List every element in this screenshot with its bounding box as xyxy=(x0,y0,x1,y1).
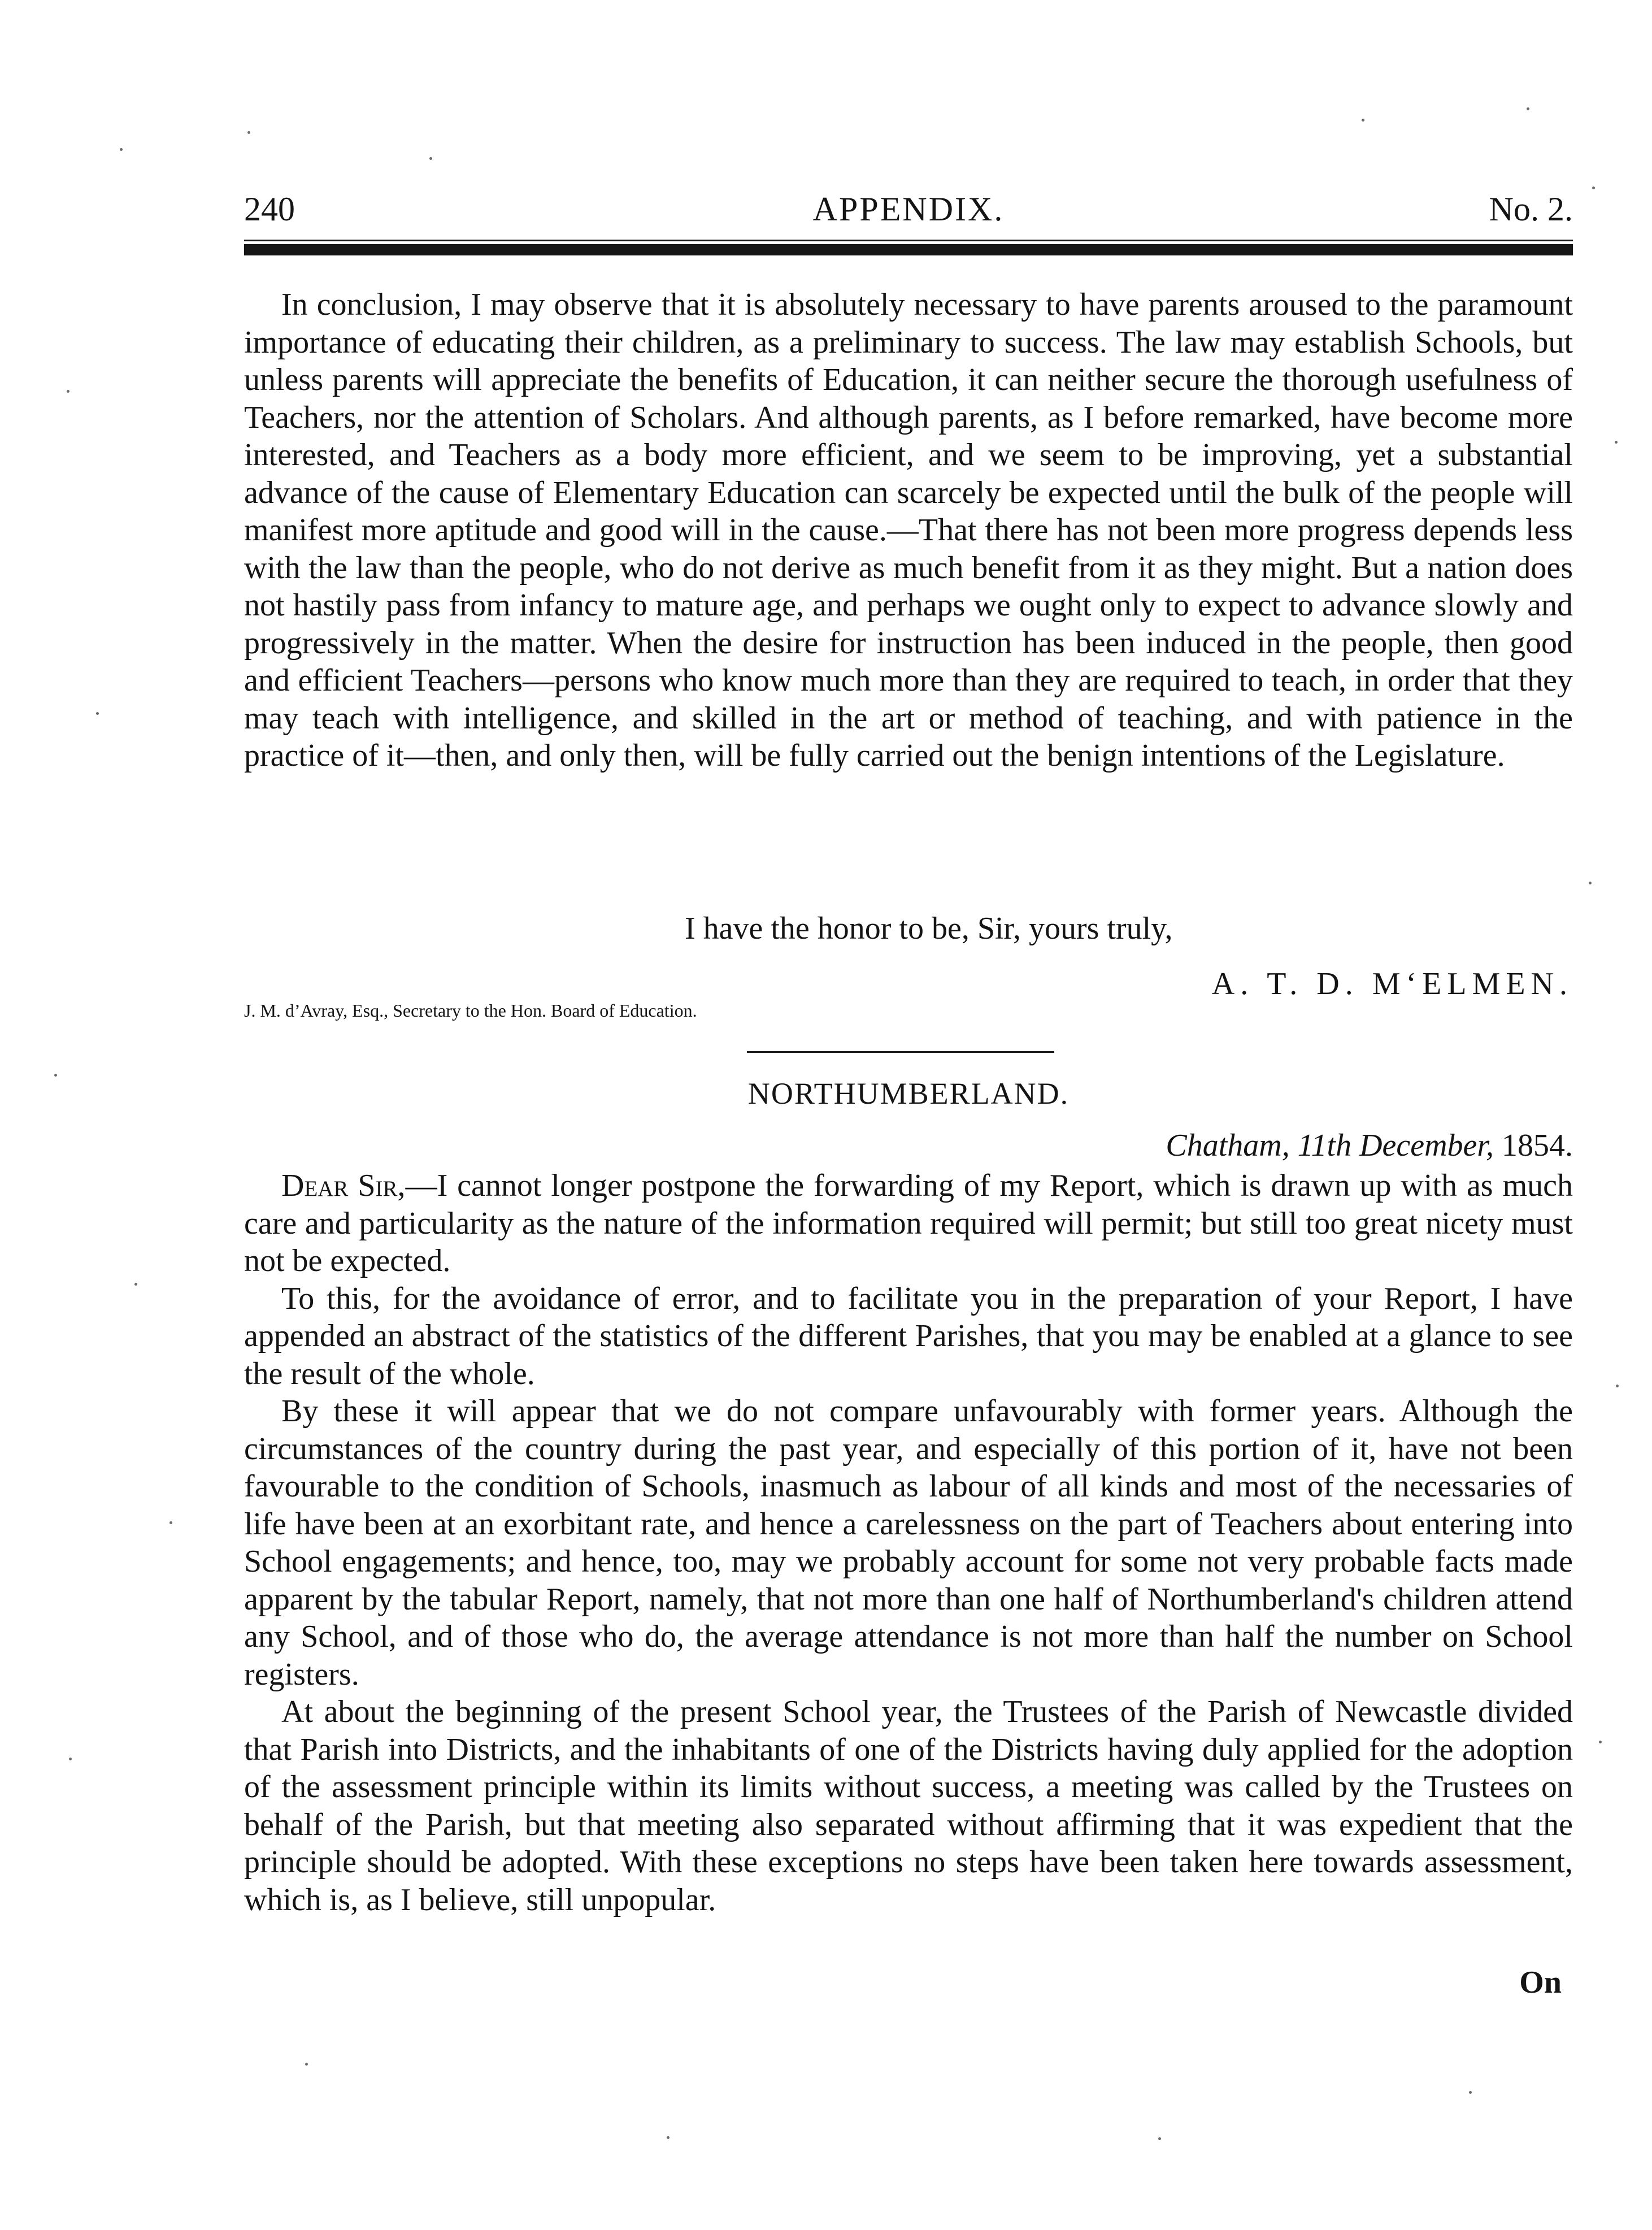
conclusion-block xyxy=(244,286,1573,775)
letter-closing: I have the honor to be, Sir, yours truly, xyxy=(685,911,1173,946)
report-paragraph-2: To this, for the avoidance of error, and to facilitate you in the preparation of your Report, I have appended an abstract of the statistics of the different Parishes, that you may be enabled at a glance to see the result of the whole. xyxy=(244,1281,1573,1391)
dateline-day-month: 11th December, xyxy=(1297,1128,1494,1163)
section-divider xyxy=(747,1051,1054,1053)
appendix-number: No. 2. xyxy=(1489,190,1573,228)
signature: A. T. D. M‘ELMEN. xyxy=(1211,966,1573,1001)
header-rule xyxy=(244,244,1573,255)
dateline-place: Chatham, xyxy=(1166,1128,1290,1163)
report-paragraph-4: At about the beginning of the present School year, the Trustees of the Parish of Newcastle divided that Parish into Districts, and the inhabitants of one of the Districts having duly applied for the adoption of the assessment principle within its limits without success, a meeting was called by the Trustees on behalf of the Parish, but that meeting also separated without affirming that it was expedient that the principle should be adopted. With these exceptions no steps have been taken here towards assessment, which is, as I believe, still unpopular. xyxy=(244,1694,1573,1917)
report-paragraph-1 xyxy=(244,1167,1573,1280)
running-head-title: APPENDIX. xyxy=(812,190,1005,228)
section-heading: NORTHUMBERLAND. xyxy=(747,1077,1070,1110)
dateline xyxy=(1166,1126,1573,1165)
catchword: On xyxy=(1519,1965,1562,2000)
salutation: Dear Sir, xyxy=(281,1168,406,1203)
page-number: 240 xyxy=(244,190,295,228)
running-head xyxy=(244,181,1573,237)
conclusion-paragraph: In conclusion, I may observe that it is absolutely necessary to have parents aroused to the paramount importance of educating their children, as a preliminary to success. The law may establish Schools, but unless parents will appreciate the benefits of Education, it can neither secure the thorough usefulness of Teachers, nor the attention of Scholars. And although parents, as I before remarked, have become more interested, and Teachers as a body more efficient, and we seem to be improving, yet a substantial advance of the cause of Elementary Education can scarcely be expected until the bulk of the people will manifest more aptitude and good will in the cause.—That there has not been more progress depends less with the law than the people, who do not derive as much benefit from it as they might. But a nation does not hastily pass from infancy to mature age, and perhaps we ought only to expect to advance slowly and progressively in the matter. When the desire for instruction has been induced in the people, then good and efficient Teachers—persons who know much more than they are required to teach, in order that they may teach with intelligence, and skilled in the art or method of teaching, and with patience in the practice of it—then, and only then, will be fully carried out the benign intentions of the Legislature. xyxy=(244,287,1573,773)
addressee-line: J. M. d’Avray, Esq., Secretary to the Hon. Board of Education. xyxy=(244,1000,697,1021)
dateline-year: 1854. xyxy=(1502,1128,1573,1163)
report-paragraph-1-text: —I cannot longer postpone the forwarding of my Report, which is drawn up with as much care and particularity as the nature of the information required will permit; but still too great nicety must not be expected. xyxy=(244,1168,1573,1278)
report-paragraph-3: By these it will appear that we do not compare unfavourably with former years. Although the circumstances of the country during the past year, and especially of this portion of it, have not been favourable to the condition of Schools, inasmuch as labour of all kinds and most of the necessaries of life have been at an exorbitant rate, and hence a carelessness on the part of Teachers about entering into School engagements; and hence, too, may we probably account for some not very probable facts made apparent by the tabular Report, namely, that not more than one half of Northumberland's children attend any School, and of those who do, the average attendance is not more than half the number on School registers. xyxy=(244,1394,1573,1692)
report-letter xyxy=(244,1167,1573,1919)
